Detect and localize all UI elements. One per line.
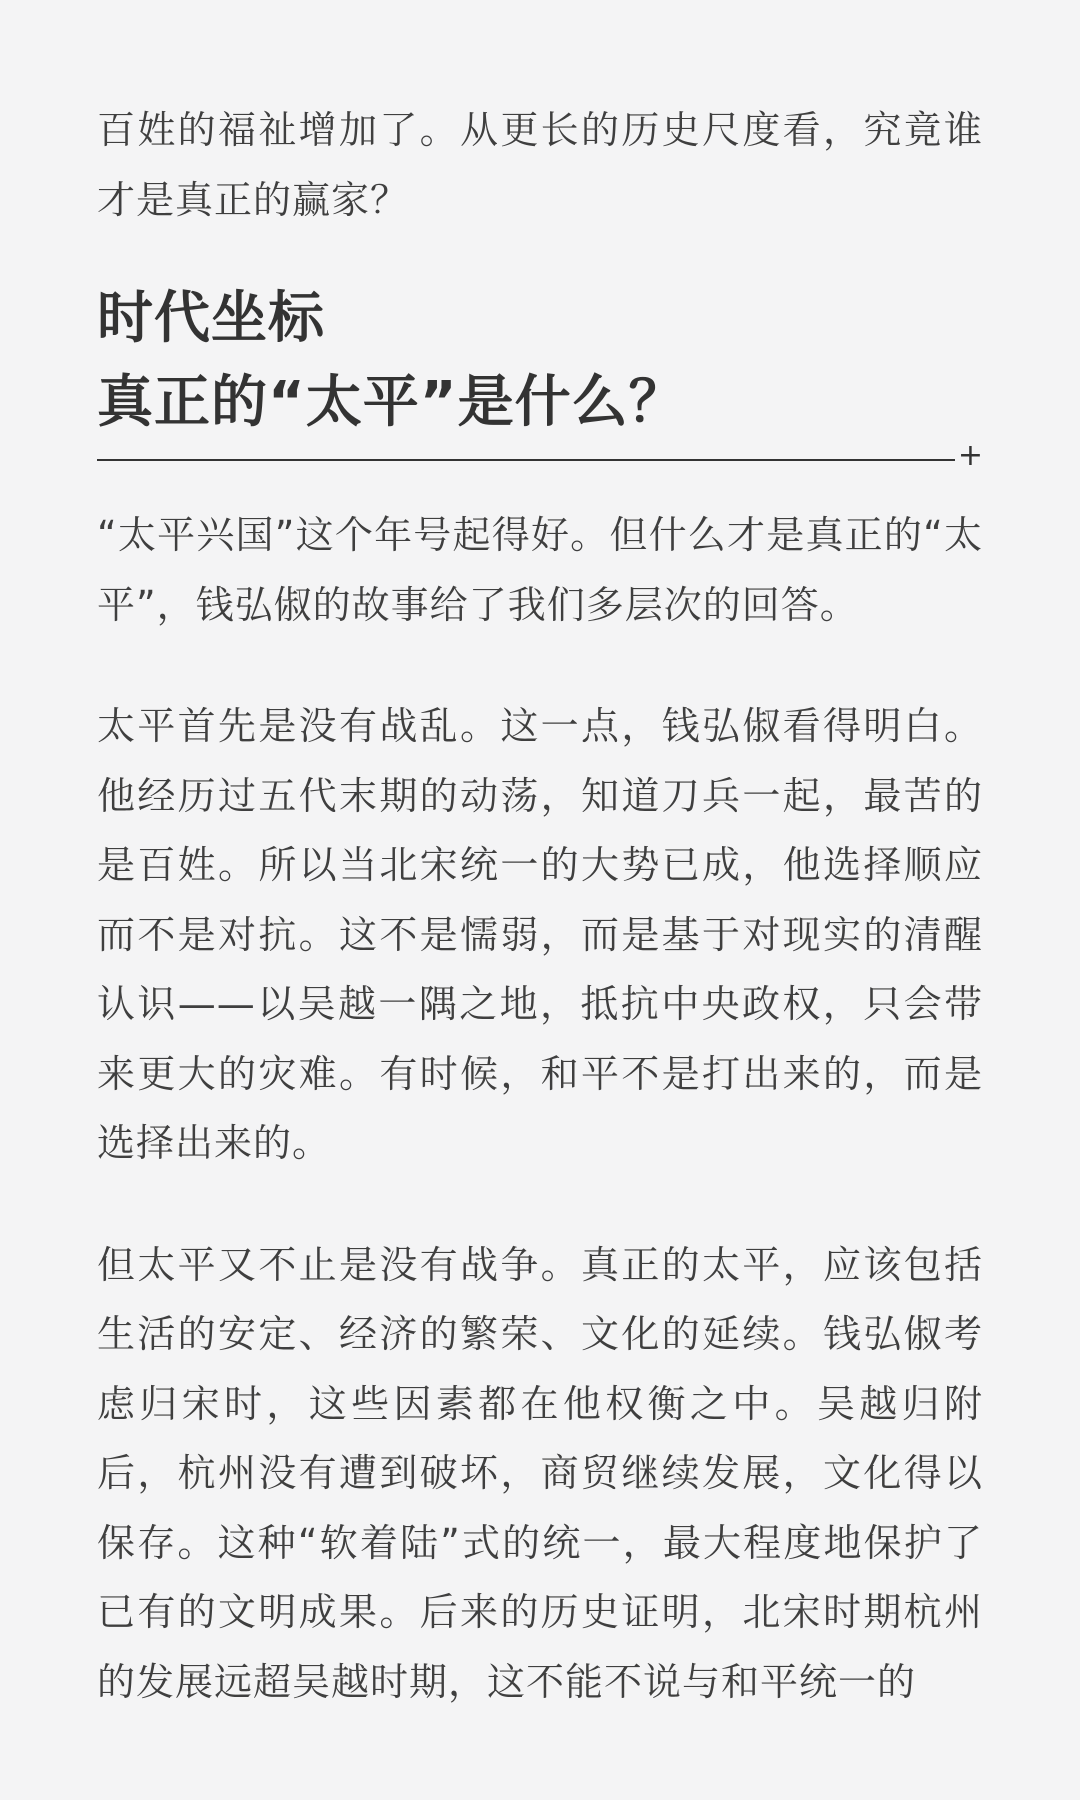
section-heading-line-2: 真正的“太平”是什么？ bbox=[97, 370, 686, 435]
lead-paragraph: 百姓的福祉增加了。从更长的历史尺度看，究竟谁才是真正的赢家？ bbox=[97, 108, 983, 222]
plus-icon: + bbox=[957, 438, 983, 473]
body-paragraph-3: 但太平又不止是没有战争。真正的太平，应该包括生活的安定、经济的繁荣、文化的延续。钱弘俶考虑归宋时，这些因素都在他权衡之中。吴越归附后，杭州没有遭到破坏，商贸继续发展，文化得以保存。这种“软着陆”式的统一，最大程度地保护了已有的文明成果。后来的历史证明，北宋时期杭州的发展远超吴越时期，这不能不说与和平统一的 bbox=[97, 1242, 983, 1704]
body-paragraph-2: 太平首先是没有战乱。这一点，钱弘俶看得明白。他经历过五代末期的动荡，知道刀兵一起，最苦的是百姓。所以当北宋统一的大势已成，他选择顺应而不是对抗。这不是懦弱，而是基于对现实的清醒认识——以吴越一隅之地，抵抗中央政权，只会带来更大的灾难。有时候，和平不是打出来的，而是选择出来的。 bbox=[97, 704, 983, 1165]
section-heading bbox=[97, 277, 983, 445]
section-divider bbox=[97, 438, 983, 475]
divider-line bbox=[97, 459, 955, 461]
body-paragraph-1: “太平兴国”这个年号起得好。但什么才是真正的“太平”，钱弘俶的故事给了我们多层次的回答。 bbox=[97, 513, 983, 627]
article-body bbox=[97, 96, 983, 1717]
section-heading-line-1: 时代坐标 bbox=[97, 286, 325, 351]
